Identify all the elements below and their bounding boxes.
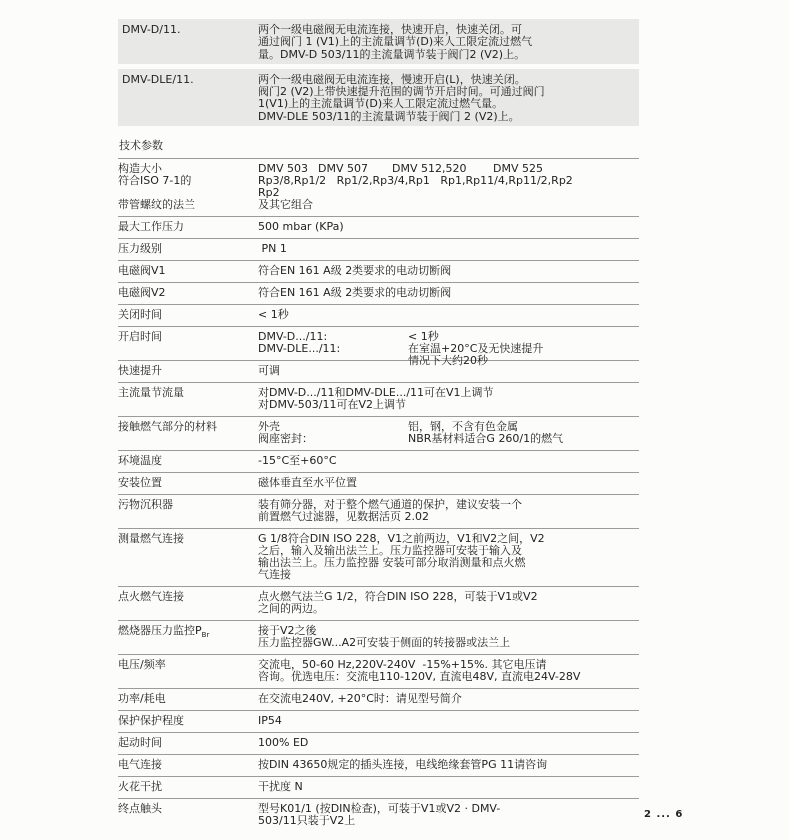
spec-row (118, 798, 639, 832)
intro-blocks (118, 19, 639, 126)
spec-row (118, 216, 639, 238)
spec-row (118, 260, 639, 282)
spec-row-label: 保护保护程度 (118, 714, 184, 728)
spec-row-value: 外壳 阀座密封： 铝，钢，不含有色金属 NBR基材料适合G 260/1的燃气 (258, 420, 564, 446)
spec-row-value: 对DMV-D.../11和DMV-DLE.../11可在V1上调节 对DMV-503/11可在V2上调节 (258, 386, 494, 412)
spec-row-label: 功率/耗电 (118, 692, 166, 706)
datasheet-page (118, 19, 639, 832)
spec-row-label: 点火燃气连接 (118, 590, 184, 604)
spec-row-value: 在交流电240V, +20°C时：请见型号简介 (258, 692, 462, 706)
spec-row-label: 压力级别 (118, 242, 162, 256)
spec-row-label: 关闭时间 (118, 308, 162, 322)
spec-row-value: 干扰度 N (258, 780, 303, 794)
spec-row (118, 732, 639, 754)
spec-row-value: 符合EN 161 A级 2类要求的电动切断阀 (258, 286, 452, 300)
spec-row (118, 688, 639, 710)
spec-row-value: 交流电，50-60 Hz,220V-240V -15%+15%. 其它电压请 咨询。优选电压：交流电110-120V, 直流电48V, 直流电24V-28V (258, 658, 581, 684)
spec-row-label: 环境温度 (118, 454, 162, 468)
spec-row-value: 按DIN 43650规定的插头连接，电线绝缘套管PG 11请咨询 (258, 758, 548, 772)
spec-row (118, 494, 639, 528)
spec-row-value: 型号K01/1 (按DIN检查)，可装于V1或V2 · DMV- 503/11只装于V2上 (258, 802, 501, 828)
spec-row (118, 158, 639, 216)
spec-row-value: 100% ED (258, 736, 309, 750)
spec-row-value: 接于V2之後 压力监控器GW...A2可安装于侧面的转接器或法兰上 (258, 624, 511, 650)
spec-row-value: 500 mbar (KPa) (258, 220, 344, 234)
spec-row (118, 754, 639, 776)
spec-row-value: 磁体垂直至水平位置 (258, 476, 357, 490)
spec-row (118, 710, 639, 732)
spec-row-label: 燃烧器压力监控$P_{Br}$ (118, 624, 210, 640)
spec-row-value: DMV 503 DMV 507 DMV 512,520 DMV 525 Rp3/8,Rp1/2 Rp1/2,Rp3/4,Rp1 Rp1,Rp11/4,Rp11/2,Rp2 Rp2 及其它组合 (258, 162, 573, 212)
spec-row (118, 416, 639, 450)
spec-row (118, 326, 639, 368)
spec-row (118, 238, 639, 260)
spec-row-value: PN 1 (258, 242, 287, 256)
spec-row-value2: < 1秒 在室温+20°C及无快速提升 情况下大约20秒 (408, 330, 544, 368)
spec-row-label: 开启时间 (118, 330, 162, 344)
spec-row-label: 接触燃气部分的材料 (118, 420, 217, 434)
spec-row-label: 安装位置 (118, 476, 162, 490)
spec-row-label: 火花干扰 (118, 780, 162, 794)
spec-row (118, 472, 639, 494)
spec-row-label: 快速提升 (118, 364, 162, 378)
spec-row (118, 528, 639, 586)
spec-row-label: 电压/频率 (118, 658, 166, 672)
spec-row-label: 电气连接 (118, 758, 162, 772)
spec-row-label: 主流量节流量 (118, 386, 184, 400)
spec-row-value: -15°C至+60°C (258, 454, 337, 468)
section-title: 技术参数 (119, 139, 163, 153)
intro-description: 两个一级电磁阀无电流连接，慢速开启(L)，快速关闭。 阀门2 (V2)上带快速提升范围的调节开启时间。可通过阀门 1(V1)上的主流量调节(D)来人工限定流过燃气量。 DMV-DLE 503/11的主流量调节装于阀门 2 (V2)上。 (258, 72, 545, 123)
spec-row-label: 终点触头 (118, 802, 162, 816)
spec-row-value: IP54 (258, 714, 282, 728)
spec-row (118, 282, 639, 304)
spec-row-value: < 1秒 (258, 308, 289, 322)
intro-block (118, 69, 639, 126)
spec-row-label: 起动时间 (118, 736, 162, 750)
spec-row-label: 测量燃气连接 (118, 532, 184, 546)
spec-row (118, 382, 639, 416)
intro-model-label: DMV-D/11. (122, 23, 181, 36)
spec-row-label: 构造大小 符合ISO 7-1的 带管螺纹的法兰 (118, 162, 195, 212)
spec-row (118, 620, 639, 654)
spec-row-label: 电磁阀V2 (118, 286, 166, 300)
spec-row-label: 电磁阀V1 (118, 264, 166, 278)
spec-row (118, 450, 639, 472)
spec-row (118, 360, 639, 382)
spec-row-label: 污物沉积器 (118, 498, 173, 512)
spec-row (118, 776, 639, 798)
spec-row-value: G 1/8符合DIN ISO 228，V1之前两边，V1和V2之间，V2 之后，输入及输出法兰上。压力监控器可安装于输入及 输出法兰上。压力监控器 安装可部分取消测量和点火燃 气连接 (258, 532, 545, 582)
spec-row-value2: 铝，钢，不含有色金属 NBR基材料适合G 260/1的燃气 (408, 420, 564, 446)
spec-row-value: DMV-D.../11: DMV-DLE.../11: < 1秒 在室温+20°C及无快速提升 情况下大约20秒 (258, 330, 544, 368)
spec-row-label: 最大工作压力 (118, 220, 184, 234)
spec-row (118, 586, 639, 620)
intro-description: 两个一级电磁阀无电流连接，快速开启，快速关闭。可 通过阀门 1 (V1)上的主流量调节(D)来人工限定流过燃气 量。DMV-D 503/11的主流量调节装于阀门2 (V2)上。 (258, 23, 533, 61)
spec-row (118, 304, 639, 326)
page-number: 2 ... 6 (644, 809, 684, 820)
intro-model-label: DMV-DLE/11. (122, 72, 194, 86)
spec-table (118, 158, 639, 832)
spec-row (118, 654, 639, 688)
intro-block (118, 19, 639, 64)
spec-row-value: 装有筛分器，对于整个燃气通道的保护，建议安装一个 前置燃气过滤器，见数据活页 2.02 (258, 498, 522, 524)
spec-row-value: 可调 (258, 364, 280, 378)
spec-row-value: 符合EN 161 A级 2类要求的电动切断阀 (258, 264, 452, 278)
spec-row-value: 点火燃气法兰G 1/2，符合DIN ISO 228，可装于V1或V2 之间的两边。 (258, 590, 538, 616)
